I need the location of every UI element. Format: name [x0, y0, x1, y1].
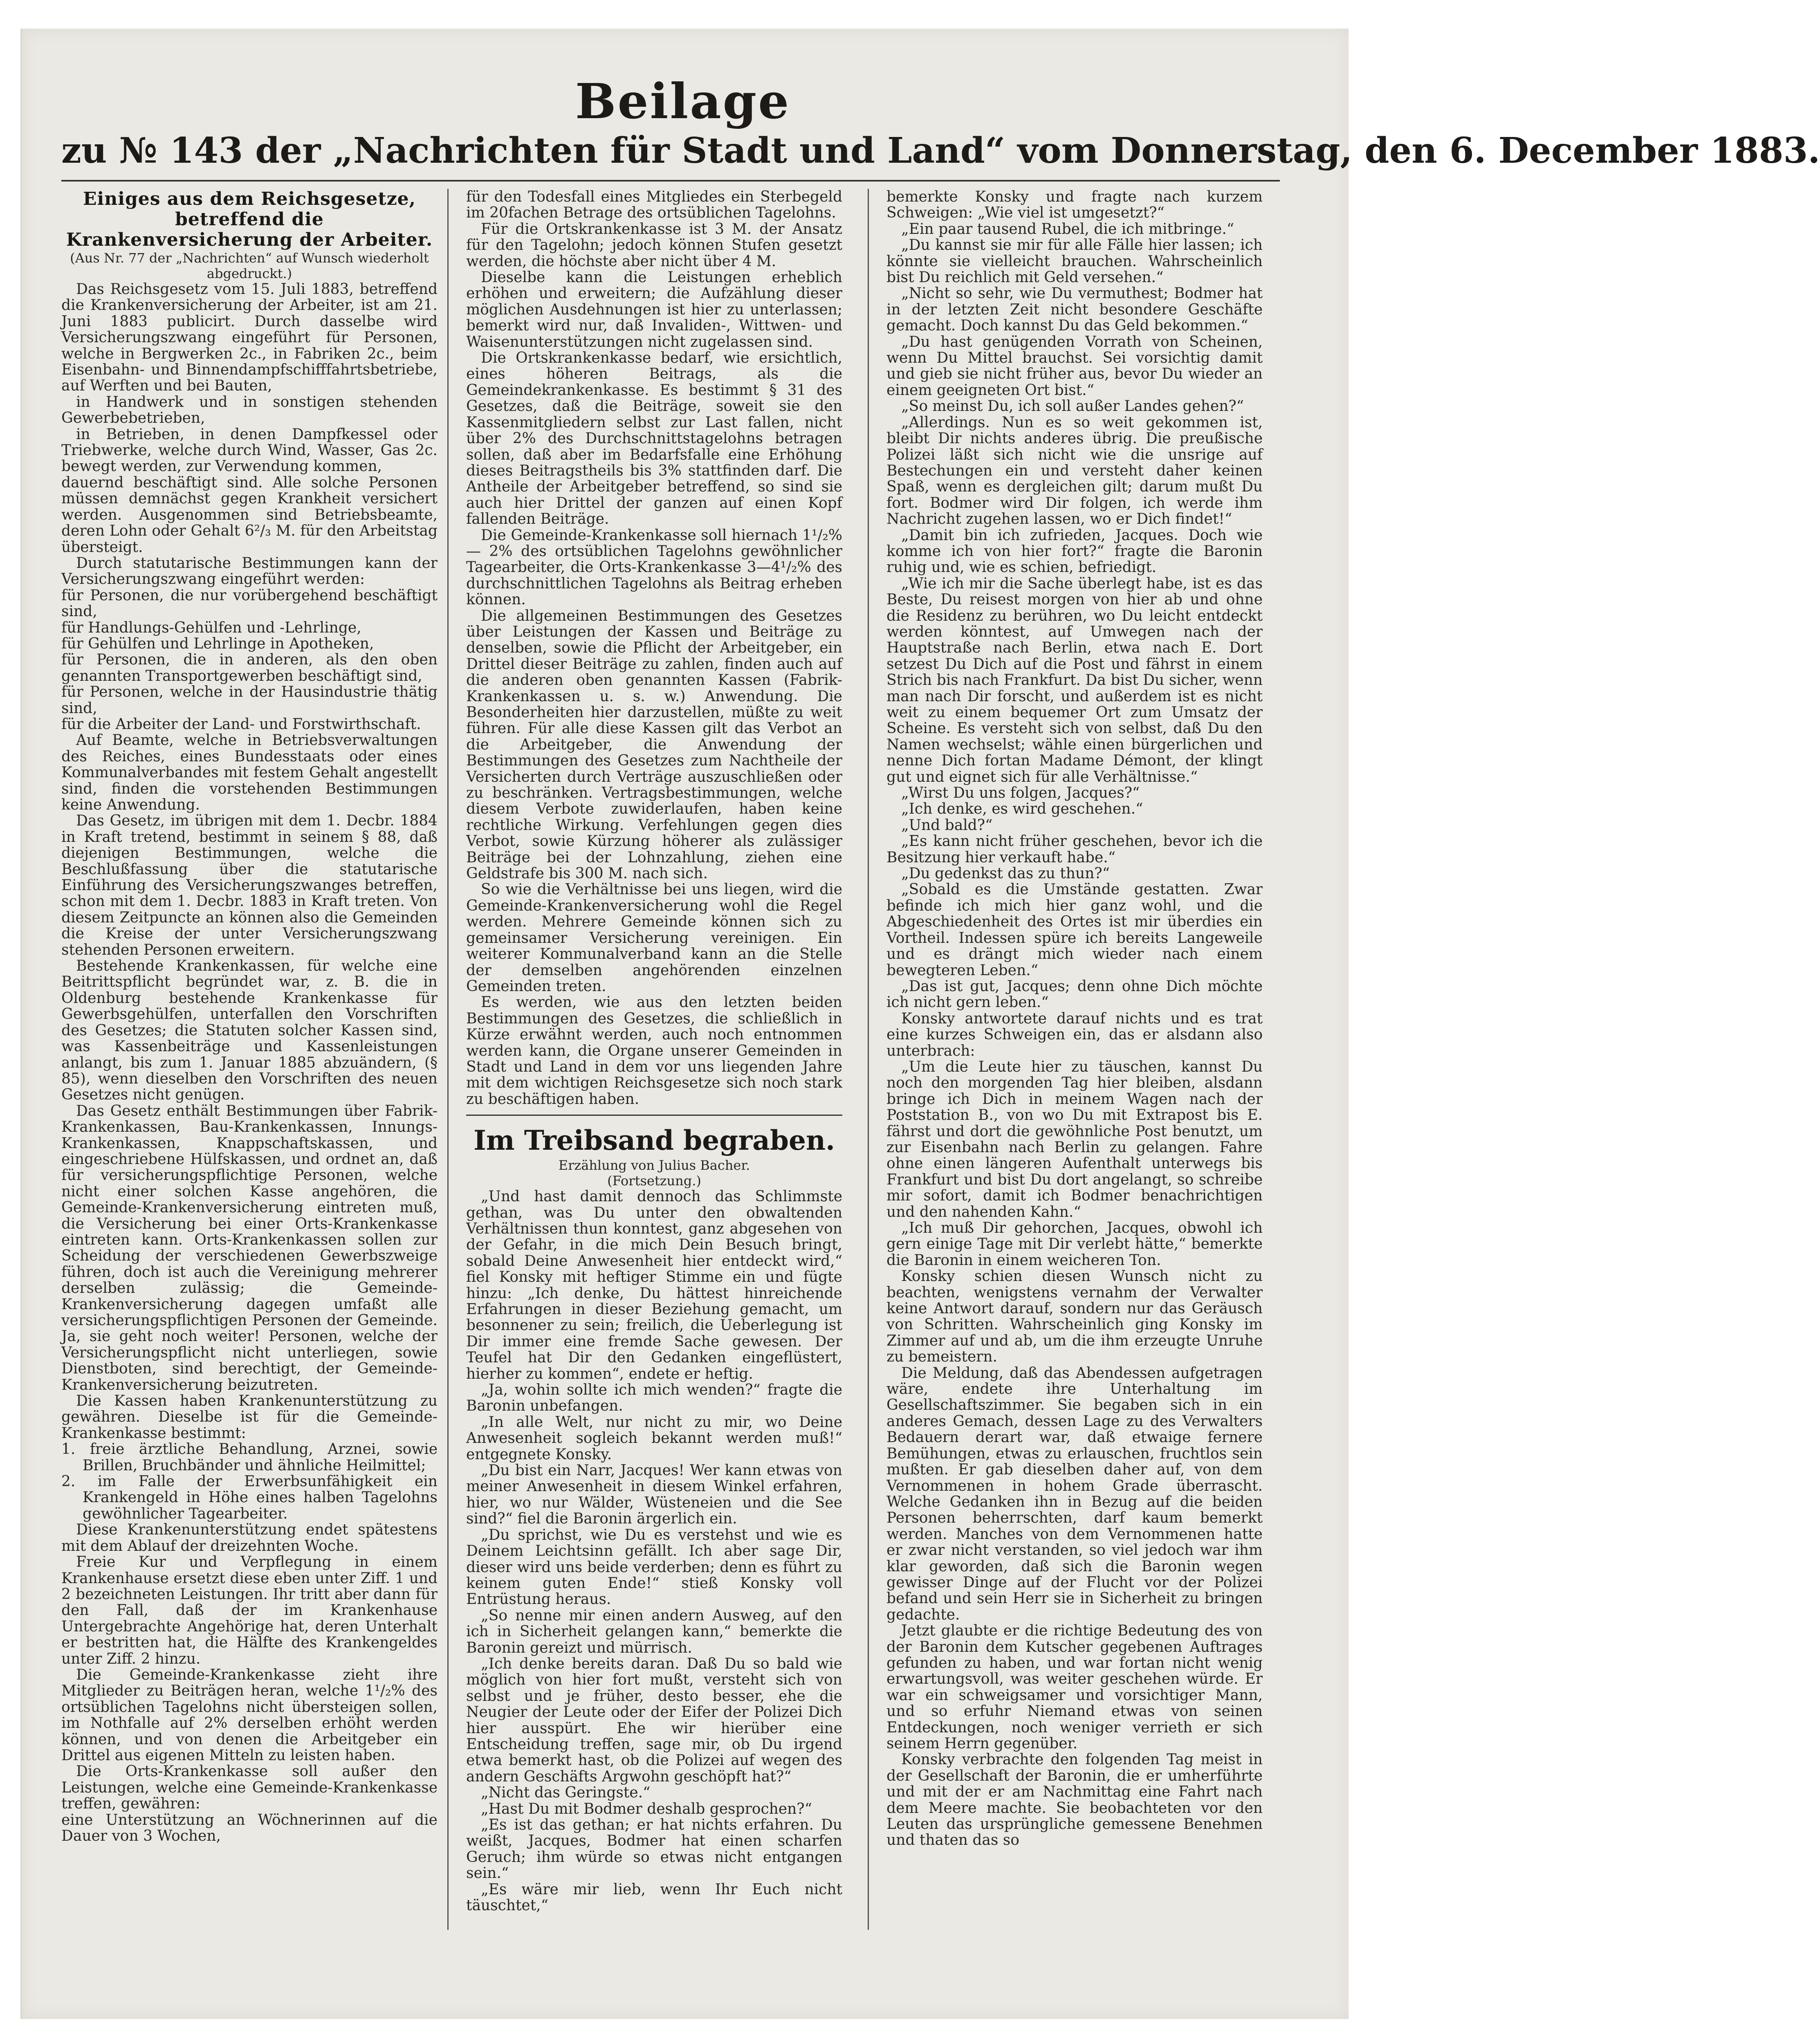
list-item: für die Arbeiter der Land- und Forstwirthschaft.	[61, 716, 421, 733]
paragraph: Durch statutarische Bestimmungen kann der Versicherungszwang eingeführt werden:	[61, 554, 438, 588]
paragraph: Für die Ortskrankenkasse ist 3 M. der Ansatz für den Tagelohn; jedoch können Stufen gesetzt werden, die höchste aber nicht über 4 M.	[466, 220, 842, 270]
story-paragraph: „Es ist das gethan; er hat nichts erfahren. Du weißt, Jacques, Bodmer hat einen scharfen Geruch; ihm würde so etwas nicht entgangen sein.“	[466, 1817, 842, 1882]
story-paragraph: bemerkte Konsky und fragte nach kurzem Schweigen: „Wie viel ist umgesetzt?“	[886, 188, 1263, 222]
story-paragraph: „In alle Welt, nur nicht zu mir, wo Deine Anwesenheit sogleich bekannt werden muß!“ entgegnete Konsky.	[466, 1413, 842, 1463]
paragraph: Die Gemeinde-Krankenkasse zieht ihre Mitglieder zu Beiträgen heran, welche 1¹/₂% des ortsüblichen Tagelohns nicht übersteigen sollen, im Nothfalle auf 2% derselben erhöht werden können, und von denen die Arbeitgeber ein Drittel aus eigenen Mitteln zu leisten haben.	[61, 1666, 438, 1764]
story-paragraph: „Es wäre mir lieb, wenn Ihr Euch nicht täuschtet,“	[466, 1881, 842, 1914]
story-paragraph: „Um die Leute hier zu täuschen, kannst Du noch den morgenden Tag hier bleiben, alsdann bringe ich Dich in meinem Wagen nach der Poststation B., von wo Du mit Extrapost bis E. fährst und dort die gewöhnliche Post benutzt, um zur Eisenbahn nach Berlin zu gelangen. Fahre ohne einen längeren Aufenthalt unterwegs bis Frankfurt und bist Du dort angelangt, so schreibe mir sofort, damit ich Bodmer benachrichtigen und den nahenden Kahn.“	[886, 1058, 1263, 1220]
paragraph: Auf Beamte, welche in Betriebsverwaltungen des Reiches, eines Bundesstaats oder eines Kommunalverbandes mit festem Gehalt angestellt sind, finden die vorstehenden Bestimmungen keine Anwendung.	[61, 732, 438, 813]
story-paragraph: „Ich denke, es wird geschehen.“	[901, 801, 1143, 818]
column-rule-2	[868, 189, 869, 1930]
story-paragraph: „Ich muß Dir gehorchen, Jacques, obwohl ich gern einige Tage mit Dir verlebt hätte,“ bemerkte die Baronin in einem weicheren Ton.	[886, 1220, 1263, 1269]
list-item: für Handlungs-Gehülfen und -Lehrlinge,	[61, 619, 361, 636]
list-item: 2. im Falle der Erwerbsunfähigkeit ein Krankengeld in Höhe eines halben Tagelohns gewöhnlicher Tagearbeiter.	[61, 1473, 438, 1522]
story-paragraph: „So nenne mir einen andern Ausweg, auf den ich in Sicherheit gelangen kann,“ bemerkte die Baronin gereizt und mürrisch.	[466, 1607, 842, 1656]
story-paragraph: Jetzt glaubte er die richtige Bedeutung des von der Baronin dem Kutscher gegebenen Auftrages gefunden zu haben, und war fortan nicht wenig erwartungsvoll, was weiter geschehen würde. Er war ein schweigsamer und vorsichtiger Mann, und so erfuhr Niemand etwas von seinen Entdeckungen, noch weniger verrieth er sich seinem Herrn gegenüber.	[886, 1622, 1263, 1752]
paragraph: Es werden, wie aus den letzten beiden Bestimmungen des Gesetzes, die schließlich in Kürze erwähnt werden, auch noch entnommen werden kann, die Organe unserer Gemeinden in Stadt und Land in dem vor uns liegenden Jahre mit dem wichtigen Reichsgesetze sich noch stark zu beschäftigen haben.	[466, 994, 842, 1108]
story-paragraph: „Wirst Du uns folgen, Jacques?“	[901, 785, 1140, 802]
story-byline: Erzählung von Julius Bacher.	[558, 1157, 750, 1173]
paragraph: für den Todesfall eines Mitgliedes ein Sterbegeld im 20fachen Betrage des ortsüblichen Tagelohns.	[466, 188, 842, 222]
paragraph: Das Reichsgesetz vom 15. Juli 1883, betreffend die Krankenversicherung der Arbeiter, ist am 21. Juni 1883 publicirt. Durch dasselbe wird Versicherungszwang eingeführt für Personen, welche in Bergwerken 2c., in Fabriken 2c., beim Eisenbahn- und Binnendampfschifffahrtsbetriebe, auf Werften und bei Bauten,	[61, 281, 438, 395]
story-paragraph: „Du gedenkst das zu thun?“	[901, 865, 1110, 882]
paragraph: Diese Krankenunterstützung endet spätestens mit dem Ablauf der dreizehnten Woche.	[61, 1521, 438, 1554]
paragraph: Das Gesetz enthält Bestimmungen über Fabrik-Krankenkassen, Bau-Krankenkassen, Innungs-Krankenkassen, Knappschaftskassen, und eingeschriebene Hülfskassen, und ordnet an, daß für versicherungspflichtige Personen, welche nicht einer solchen Kasse angehören, die Gemeinde-Krankenversicherung eintreten muß, die Versicherung bei einer Orts-Krankenkasse eintreten kann. Orts-Krankenkassen sollen zur Scheidung der verschiedenen Gewerbszweige führen, doch ist auch die Vereinigung mehrerer derselben zulässig; die Gemeinde-Krankenversicherung dagegen umfaßt alle versicherungspflichtigen Personen der Gemeinde. Ja, sie geht noch weiter! Personen, welche der Versicherungspflicht nicht unterliegen, sowie Dienstboten, sind berechtigt, der Gemeinde-Krankenversicherung beizutreten.	[61, 1102, 438, 1393]
paragraph: in Betrieben, in denen Dampfkessel oder Triebwerke, welche durch Wind, Wasser, Gas 2c. bewegt werden, zur Verwendung kommen,	[61, 426, 438, 475]
story-continuation: (Fortsetzung.)	[607, 1173, 701, 1189]
story-paragraph: Konsky antwortete darauf nichts und es trat eine kurzes Schweigen ein, das er alsdann also unterbrach:	[886, 1010, 1263, 1059]
story-paragraph: „Nicht so sehr, wie Du vermuthest; Bodmer hat in der letzten Zeit nicht besondere Geschäfte gemacht. Doch kannst Du das Geld bekommen.“	[886, 285, 1263, 334]
story-paragraph: „Sobald es die Umstände gestatten. Zwar befinde ich mich hier ganz wohl, und die Abgeschiedenheit des Ortes ist mir überdies ein Vortheil. Indessen spüre ich bereits Langeweile und es drängt mich wieder nach einem bewegteren Leben.“	[886, 881, 1263, 979]
story-paragraph: „Ein paar tausend Rubel, die ich mitbringe.“	[901, 220, 1234, 238]
paragraph: Die Orts-Krankenkasse soll außer den Leistungen, welche eine Gemeinde-Krankenkasse treffen, gewähren:	[61, 1763, 438, 1812]
paragraph: Die allgemeinen Bestimmungen des Gesetzes über Leistungen der Kassen und Beiträge zu denselben, sowie die Pflicht der Arbeitgeber, ein Drittel dieser Beiträge zu zahlen, finden auch auf die anderen oben genannten Kassen (Fabrik-Krankenkassen u. s. w.) Anwendung. Die Besonderheiten hier darzustellen, müßte zu weit führen. Für alle diese Kassen gilt das Verbot an die Arbeitgeber, die Anwendung der Bestimmungen des Gesetzes zum Nachtheile der Versicherten durch Verträge auszuschließen oder zu beschränken. Vertragsbestimmungen, welche diesem Verbote zuwiderlaufen, haben keine rechtliche Wirkung. Verfehlungen gegen dies Verbot, sowie Kürzung höherer als zulässiger Beiträge bei der Lohnzahlung, ziehen eine Geldstrafe bis 300 M. nach sich.	[466, 607, 842, 882]
column-rule-1	[447, 189, 449, 1930]
header-rule	[61, 180, 1280, 182]
story-paragraph: „Allerdings. Nun es so weit gekommen ist, bleibt Dir nichts anderes übrig. Die preußische Polizei läßt sich nicht wie die unsrige auf Bestechungen ein und versteht daher keinen Spaß, wenn es dergleichen gilt; darum mußt Du fort. Bodmer wird Dir folgen, ich werde ihm Nachricht zugehen lassen, wo er Dich findet!“	[886, 414, 1263, 528]
list-item: für Personen, welche in der Hausindustrie thätig sind,	[61, 684, 438, 717]
paragraph: Das Gesetz, im übrigen mit dem 1. Decbr. 1884 in Kraft tretend, bestimmt in seinem § 88, daß diejenigen Bestimmungen, welche die Beschlußfassung über die statutarische Einführung des Versicherungszwanges betreffen, schon mit dem 1. Decbr. 1883 in Kraft treten. Von diesem Zeitpuncte an können also die Gemeinden die Kreise der unter Versicherungszwang stehenden Personen erweitern.	[61, 812, 438, 958]
story-paragraph: „Ja, wohin sollte ich mich wenden?“ fragte die Baronin unbefangen.	[466, 1382, 842, 1415]
column-3	[886, 189, 1263, 1934]
column-2	[466, 189, 842, 1934]
paragraph: Dieselbe kann die Leistungen erheblich erhöhen und erweitern; die Aufzählung dieser möglichen Ausdehnungen ist hier zu unterlassen; bemerkt wird nur, daß Invaliden-, Wittwen- und Waisenunterstützungen nicht zugelassen sind.	[466, 269, 842, 350]
paragraph: Die Ortskrankenkasse bedarf, wie ersichtlich, eines höheren Beitrags, als die Gemeindekrankenkasse. Es bestimmt § 31 des Gesetzes, daß die Beiträge, soweit sie den Kassenmitgliedern selbst zur Last fallen, nicht über 2% des Durchschnittstagelohns betragen sollen, daß aber im Bedarfsfalle eine Erhöhung dieses Beitragstheils bis 3% stattfinden darf. Die Antheile der Arbeitgeber betreffend, so sind sie auch hier Drittel der ganzen auf einen Kopf fallenden Beiträge.	[466, 350, 842, 528]
story-paragraph: „Es kann nicht früher geschehen, bevor ich die Besitzung hier verkauft habe.“	[886, 833, 1263, 866]
story-paragraph: Konsky verbrachte den folgenden Tag meist in der Gesellschaft der Baronin, die er umherführte und mit der er am Nachmittag eine Fahrt nach dem Meere machte. Sie beobachteten vor den Leuten das ursprüngliche gemessene Benehmen und thaten das so	[886, 1751, 1263, 1849]
story-paragraph: „Du hast genügenden Vorrath von Scheinen, wenn Du Mittel brauchst. Sei vorsichtig damit und gieb sie nicht früher aus, bevor Du wieder an einem geeigneten Ort bist.“	[886, 333, 1263, 399]
article-note: (Aus Nr. 77 der „Nachrichten“ auf Wunsch wiederholt abgedruckt.)	[70, 250, 429, 281]
story-paragraph: „Und hast damit dennoch das Schlimmste gethan, was Du unter den obwaltenden Verhältnissen thun konntest, ganz abgesehen von der Gefahr, in die mich Dein Besuch bringt, sobald Deine Anwesenheit hier entdeckt wird,“ fiel Konsky mit heftiger Stimme ein und fügte hinzu: „Ich denke, Du hättest hinreichende Erfahrungen in dieser Beziehung gemacht, um besonnener zu sein; freilich, die Ueberlegung ist Dir immer eine fremde Sache gewesen. Der Teufel hat Dir den Gedanken eingeflüstert, hierher zu kommen“, endete er heftig.	[466, 1188, 842, 1382]
story-paragraph: Konsky schien diesen Wunsch nicht zu beachten, wenigstens vernahm der Verwalter keine Antwort darauf, sondern nur das Geräusch von Schritten. Wahrscheinlich ging Konsky im Zimmer auf und ab, um die ihm erzeugte Unruhe zu bemeistern.	[886, 1268, 1263, 1366]
list-item: für Personen, die in anderen, als den oben genannten Transportgewerben beschäftigt sind,	[61, 651, 438, 684]
story-paragraph: „Nicht das Geringste.“	[481, 1784, 651, 1801]
column-1	[61, 189, 438, 1934]
paragraph: Freie Kur und Verpflegung in einem Krankenhause ersetzt diese eben unter Ziff. 1 und 2 bezeichneten Leistungen. Ihr tritt aber dann für den Fall, daß der im Krankenhause Untergebrachte Angehörige hat, deren Unterhalt er bestritten hat, die Hälfte des Krankengeldes unter Ziff. 2 hinzu.	[61, 1554, 438, 1667]
paragraph: Die Gemeinde-Krankenkasse soll hiernach 1¹/₂% — 2% des ortsüblichen Tagelohns gewöhnlicher Tagearbeiter, die Orts-Krankenkasse 3—4¹/₂% des durchschnittlichen Tagelohns als Beitrag erheben können.	[466, 527, 842, 608]
story-paragraph: „Damit bin ich zufrieden, Jacques. Doch wie komme ich von hier fort?“ fragte die Baronin ruhig und, wie es schien, befriedigt.	[886, 527, 1263, 576]
story-paragraph: „Du bist ein Narr, Jacques! Wer kann etwas von meiner Anwesenheit in diesem Winkel erfahren, hier, wo nur Wälder, Wüsteneien und die See sind?“ fiel die Baronin ärgerlich ein.	[466, 1462, 842, 1528]
story-paragraph: „Und bald?“	[901, 816, 993, 834]
issue-line: zu № 143 der „Nachrichten für Stadt und Land“ vom Donnerstag, den 6. December 1883.	[61, 130, 1820, 171]
story-paragraph: „So meinst Du, ich soll außer Landes gehen?“	[901, 398, 1244, 415]
story-title: Im Treibsand begraben.	[474, 1124, 835, 1157]
list-item: für Gehülfen und Lehrlinge in Apotheken,	[61, 635, 374, 652]
story-paragraph: Die Meldung, daß das Abendessen aufgetragen wäre, endete ihre Unterhaltung im Gesellschaftszimmer. Sie begaben sich in ein anderes Gemach, dessen Lage zu des Verwalters Bedauern derart war, daß etwaige fernere Bemühungen, etwas zu erlauschen, fruchtlos sein mußten. Er gab dieselben daher auf, von dem Vernommenen in hohem Grade überrascht. Welche Gedanken ihn in Bezug auf die beiden Personen beherrschten, darf kaum bemerkt werden. Manches von dem Vernommenen hatte er zwar nicht verstanden, so viel jedoch war ihm klar geworden, daß sich die Baronin wegen gewisser Dinge auf der Flucht vor der Polizei befand und sein Herr sie in Sicherheit zu bringen gedachte.	[886, 1364, 1263, 1623]
paragraph: Bestehende Krankenkassen, für welche eine Beitrittspflicht begründet war, z. B. die in Oldenburg bestehende Krankenkasse für Gewerbsgehülfen, unterfallen den Vorschriften des Gesetzes; die Statuten solcher Kassen sind, was Kassenbeiträge und Kassenleistungen anlangt, bis zum 1. Januar 1885 abzuändern, (§ 85), wenn dieselben den Vorschriften des neuen Gesetzes nicht genügen.	[61, 958, 438, 1104]
article-heading: Einiges aus dem Reichsgesetze, betreffend die Krankenversicherung der Arbeiter.	[66, 188, 433, 250]
list-item: 1. freie ärztliche Behandlung, Arznei, sowie Brillen, Bruchbänder und ähnliche Heilmittel;	[61, 1441, 438, 1474]
paragraph: So wie die Verhältnisse bei uns liegen, wird die Gemeinde-Krankenversicherung wohl die Regel werden. Mehrere Gemeinde können sich zu gemeinsamer Versicherung vereinigen. Ein weiterer Kommunalverband kann an die Stelle der demselben angehörenden einzelnen Gemeinden treten.	[466, 881, 842, 995]
section-rule	[466, 1115, 842, 1116]
story-paragraph: „Ich denke bereits daran. Daß Du so bald wie möglich von hier fort mußt, versteht sich von selbst und je früher, desto besser, ehe die Neugier der Leute oder der Eifer der Polizei Dich hier ausspürt. Ehe wir hierüber eine Entscheidung treffen, sage mir, ob Du irgend etwa bemerkt hast, ob die Polizei auf wegen des andern Geschäfts Argwohn geschöpft hat?“	[466, 1655, 842, 1785]
story-paragraph: „Hast Du mit Bodmer deshalb gesprochen?“	[481, 1800, 812, 1817]
story-paragraph: „Du sprichst, wie Du es verstehst und wie es Deinem Leichtsinn gefällt. Ich aber sage Dir, dieser wird uns beide verderben; denn es führt zu keinem guten Ende!“ stieß Konsky voll Entrüstung heraus.	[466, 1526, 842, 1608]
paragraph: in Handwerk und in sonstigen stehenden Gewerbebetrieben,	[61, 393, 438, 427]
paragraph: dauernd beschäftigt sind. Alle solche Personen müssen demnächst gegen Krankheit versichert werden. Ausgenommen sind Betriebsbeamte, deren Lohn oder Gehalt 6²/₃ M. für den Arbeitstag übersteigt.	[61, 474, 438, 556]
story-paragraph: „Wie ich mir die Sache überlegt habe, ist es das Beste, Du reisest morgen von hier ab und ohne die Residenz zu berühren, wo Du leicht entdeckt werden könntest, auf Umwegen nach der Hauptstraße nach Berlin, etwa nach E. Dort setzest Du Dich auf die Post und fährst in einem Strich bis nach Frankfurt. Da bist Du sicher, wenn man nach Dir forscht, und außerdem ist es nicht weit zu einem bequemer Ort zum Umsatz der Scheine. Es versteht sich von selbst, daß Du den Namen wechselst; wähle einen bürgerlichen und nenne Dich fortan Madame Démont, der klingt gut und eignet sich für alle Verhältnisse.“	[886, 575, 1263, 785]
list-item: für Personen, die nur vorübergehend beschäftigt sind,	[61, 587, 438, 620]
paragraph: eine Unterstützung an Wöchnerinnen auf die Dauer von 3 Wochen,	[61, 1811, 438, 1844]
story-paragraph: „Das ist gut, Jacques; denn ohne Dich möchte ich nicht gern leben.“	[886, 978, 1263, 1011]
paragraph: Die Kassen haben Krankenunterstützung zu gewähren. Dieselbe ist für die Gemeinde-Krankenkasse bestimmt:	[61, 1393, 438, 1442]
story-paragraph: „Du kannst sie mir für alle Fälle hier lassen; ich könnte sie vielleicht brauchen. Wahrscheinlich bist Du reichlich mit Geld versehen.“	[886, 237, 1263, 286]
supplement-title: Beilage	[575, 73, 791, 130]
